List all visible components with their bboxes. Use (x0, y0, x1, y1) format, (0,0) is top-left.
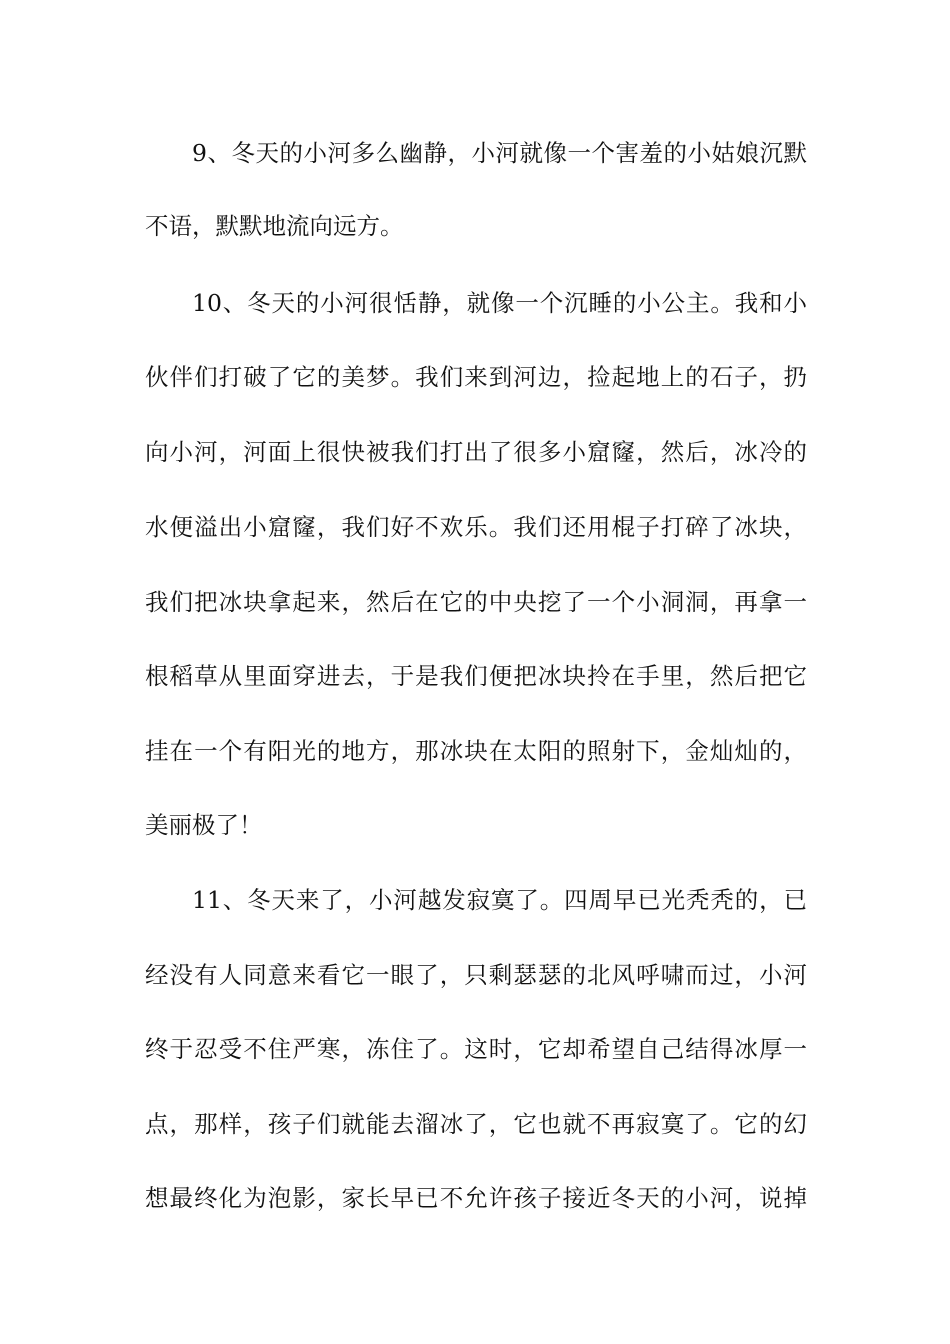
text-line: 点，那样，孩子们就能去溜冰了，它也就不再寂寞了。它的幻 (145, 1110, 807, 1138)
text-line: 终于忍受不住严寒，冻住了。这时，它却希望自己结得冰厚一 (145, 1035, 807, 1063)
text-line: 美丽极了！ (145, 811, 263, 839)
text-line: 向小河，河面上很快被我们打出了很多小窟窿，然后，冰冷的 (145, 438, 807, 466)
text-line: 10、冬天的小河很恬静，就像一个沉睡的小公主。我和小 (192, 289, 807, 317)
text-line: 想最终化为泡影，家长早已不允许孩子接近冬天的小河，说掉 (145, 1184, 807, 1212)
text-line: 11、冬天来了，小河越发寂寞了。四周早已光秃秃的，已 (192, 886, 807, 914)
text-line: 挂在一个有阳光的地方，那冰块在太阳的照射下，金灿灿的， (145, 737, 807, 765)
text-line: 经没有人同意来看它一眼了，只剩瑟瑟的北风呼啸而过，小河 (145, 961, 807, 989)
text-line: 水便溢出小窟窿，我们好不欢乐。我们还用棍子打碎了冰块， (145, 513, 807, 541)
text-line: 9、冬天的小河多么幽静，小河就像一个害羞的小姑娘沉默 (192, 139, 807, 167)
text-line: 伙伴们打破了它的美梦。我们来到河边，捡起地上的石子，扔 (145, 363, 807, 391)
text-line: 根稻草从里面穿进去，于是我们便把冰块拎在手里，然后把它 (145, 662, 807, 690)
text-line: 不语，默默地流向远方。 (145, 212, 404, 240)
text-line: 我们把冰块拿起来，然后在它的中央挖了一个小洞洞，再拿一 (145, 588, 807, 616)
